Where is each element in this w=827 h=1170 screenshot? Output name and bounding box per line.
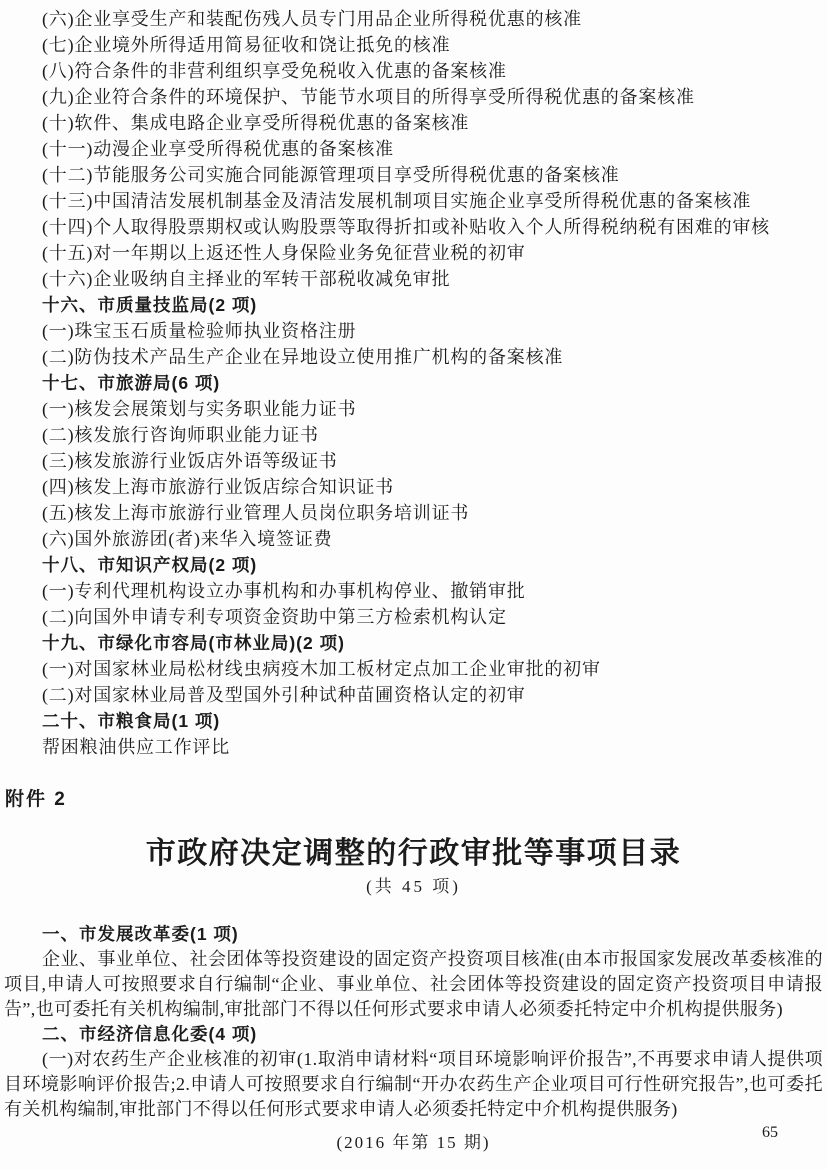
agency-heading: 十八、市知识产权局(2 项) <box>42 555 258 575</box>
approval-item: (三)核发旅游行业饭店外语等级证书 <box>42 451 338 471</box>
approval-item: (十一)动漫企业享受所得税优惠的备案核准 <box>42 139 394 159</box>
approval-item: (一)核发会展策划与实务职业能力证书 <box>42 399 357 419</box>
approval-item: (十六)企业吸纳自主择业的军转干部税收减免审批 <box>42 269 451 289</box>
document-body <box>4 922 823 1122</box>
approval-item: (一)专利代理机构设立办事机构和办事机构停业、撤销审批 <box>42 581 526 601</box>
agency-heading: 十七、市旅游局(6 项) <box>42 373 221 393</box>
approval-item: (十三)中国清洁发展机制基金及清洁发展机制项目实施企业享受所得税优惠的备案核准 <box>42 191 752 211</box>
approval-item: (一)对国家林业局松材线虫病疫木加工板材定点加工企业审批的初审 <box>42 659 601 679</box>
section-paragraph: (一)对农药生产企业核准的初审(1.取消申请材料“项目环境影响评价报告”,不再要求申请人提供项目环境影响评价报告;2.申请人可按照要求自行编制“开办农药生产企业项目可行性研究报告”,也可委托有关机构编制,审批部门不得以任何形式要求申请人必须委托特定中介机构提供服务) <box>4 1049 823 1119</box>
approval-item: (十四)个人取得股票期权或认购股票等取得折扣或补贴收入个人所得税纳税有困难的审核 <box>42 217 770 237</box>
page-number: 65 <box>762 1124 778 1141</box>
approval-item: (二)对国家林业局普及型国外引种试种苗圃资格认定的初审 <box>42 685 526 705</box>
approval-item: (十五)对一年期以上返还性人身保险业务免征营业税的初审 <box>42 243 526 263</box>
agency-heading: 十六、市质量技监局(2 项) <box>42 295 258 315</box>
agency-heading: 十九、市绿化市容局(市林业局)(2 项) <box>42 633 345 653</box>
approval-item: (一)珠宝玉石质量检验师执业资格注册 <box>42 321 357 341</box>
section-paragraph: 企业、事业单位、社会团体等投资建设的固定资产投资项目核准(由本市报国家发展改革委核准的项目,申请人可按照要求自行编制“企业、事业单位、社会团体等投资建设的固定资产投资项目申请报告”,也可委托有关机构编制,审批部门不得以任何形式要求申请人必须委托特定中介机构提供服务) <box>4 949 823 1019</box>
document-title: 市政府决定调整的行政审批等事项目录 <box>145 837 682 870</box>
approval-item: (六)国外旅游团(者)来华入境签证费 <box>42 529 333 549</box>
approval-item: (二)防伪技术产品生产企业在异地设立使用推广机构的备案核准 <box>42 347 564 367</box>
section-heading-fazhan-gaigewei: 一、市发展改革委(1 项) <box>42 924 239 944</box>
approval-item: (五)核发上海市旅游行业管理人员岗位职务培训证书 <box>42 503 470 523</box>
approval-item: (十二)节能服务公司实施合同能源管理项目享受所得税优惠的备案核准 <box>42 165 620 185</box>
approval-item: (七)企业境外所得适用简易征收和饶让抵免的核准 <box>42 35 451 55</box>
approval-item: (十)软件、集成电路企业享受所得税优惠的备案核准 <box>42 113 470 133</box>
agency-heading: 二十、市粮食局(1 项) <box>42 711 221 731</box>
approval-item: (六)企业享受生产和装配伤残人员专门用品企业所得税优惠的核准 <box>42 9 582 29</box>
footer-issue-label: (2016 年第 15 期) <box>336 1133 491 1152</box>
attachment-label: 附件 2 <box>5 789 67 810</box>
approval-item: (八)符合条件的非营利组织享受免税收入优惠的备案核准 <box>42 61 507 81</box>
section-heading-jingji-xinxihua-wei: 二、市经济信息化委(4 项) <box>42 1024 258 1044</box>
approval-item: (二)核发旅行咨询师职业能力证书 <box>42 425 319 445</box>
approval-item: 帮困粮油供应工作评比 <box>42 737 230 757</box>
approval-item: (二)向国外申请专利专项资金资助中第三方检索机构认定 <box>42 607 507 627</box>
document-subtitle: (共 45 项) <box>366 877 461 896</box>
approval-item: (四)核发上海市旅游行业饭店综合知识证书 <box>42 477 394 497</box>
approval-item: (九)企业符合条件的环境保护、节能节水项目的所得享受所得税优惠的备案核准 <box>42 87 695 107</box>
approval-items-catalog <box>42 6 821 760</box>
